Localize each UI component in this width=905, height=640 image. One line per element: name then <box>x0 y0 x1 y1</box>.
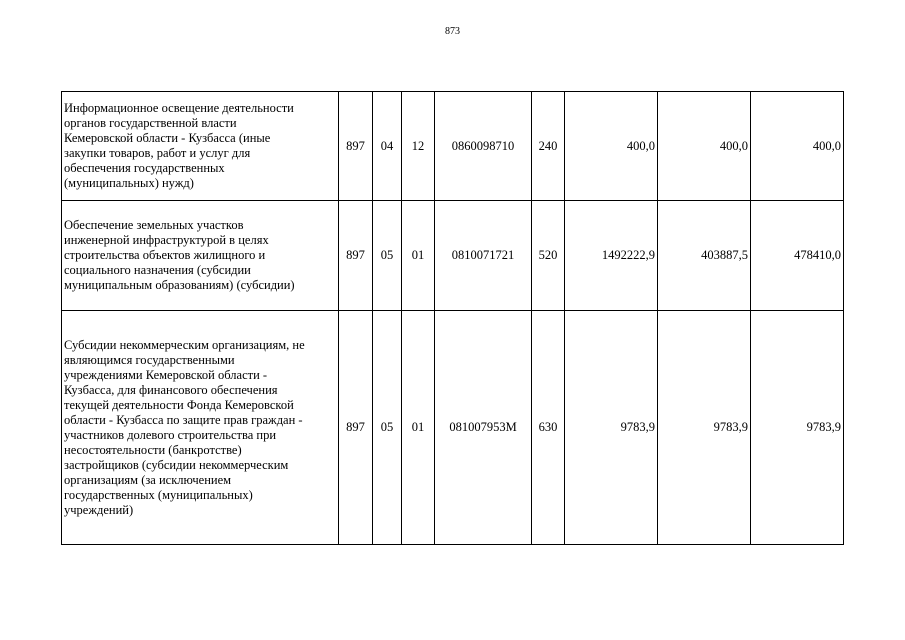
amount-year2: 400,0 <box>658 92 751 201</box>
subsection-code: 01 <box>402 201 435 311</box>
table-row <box>62 92 844 201</box>
section-code: 05 <box>373 201 402 311</box>
grbs-code: 897 <box>339 201 373 311</box>
expense-type-code: 240 <box>532 92 565 201</box>
description-line: обеспечения государственных <box>64 161 225 175</box>
description-line: закупки товаров, работ и услуг для <box>64 146 251 160</box>
row-description <box>62 92 339 201</box>
description-line: Информационное освещение деятельности <box>64 101 294 115</box>
description-line: застройщиков (субсидии некоммерческим <box>64 457 289 472</box>
page-number: 873 <box>445 26 460 37</box>
description-line: инженерной инфраструктурой в целях <box>64 233 269 247</box>
amount-year3: 478410,0 <box>751 201 844 311</box>
table-row <box>62 201 844 311</box>
amount-year2: 9783,9 <box>658 311 751 545</box>
description-line: муниципальным образованиям) (субсидии) <box>64 278 295 292</box>
expense-type-code: 520 <box>532 201 565 311</box>
budget-table <box>61 91 844 545</box>
row-description <box>62 311 339 545</box>
description-line: учреждений) <box>64 502 134 517</box>
target-article-code: 0860098710 <box>435 92 532 201</box>
description-line: (муниципальных) нужд) <box>64 176 194 190</box>
subsection-code: 01 <box>402 311 435 545</box>
amount-year3: 9783,9 <box>751 311 844 545</box>
description-line: учреждениями Кемеровской области - <box>64 367 268 382</box>
target-article-code: 081007953М <box>435 311 532 545</box>
expense-type-code: 630 <box>532 311 565 545</box>
amount-year1: 400,0 <box>565 92 658 201</box>
description-line: текущей деятельности Фонда Кемеровской <box>64 397 294 412</box>
description-line: Кузбасса, для финансового обеспечения <box>64 382 278 397</box>
amount-year3: 400,0 <box>751 92 844 201</box>
description-line: Субсидии некоммерческим организациям, не <box>64 337 305 352</box>
subsection-code: 12 <box>402 92 435 201</box>
description-line: социального назначения (субсидии <box>64 263 251 277</box>
grbs-code: 897 <box>339 92 373 201</box>
description-line: являющимся государственными <box>64 352 235 367</box>
table-row <box>62 311 844 545</box>
description-line: организациям (за исключением <box>64 472 232 487</box>
amount-year2: 403887,5 <box>658 201 751 311</box>
target-article-code: 0810071721 <box>435 201 532 311</box>
description-line: несостоятельности (банкротстве) <box>64 442 242 457</box>
description-line: государственных (муниципальных) <box>64 487 253 502</box>
description-line: области - Кузбасса по защите прав граждан - <box>64 412 303 427</box>
description-line: Кемеровской области - Кузбасса (иные <box>64 131 271 145</box>
amount-year1: 1492222,9 <box>565 201 658 311</box>
section-code: 04 <box>373 92 402 201</box>
section-code: 05 <box>373 311 402 545</box>
description-line: органов государственной власти <box>64 116 237 130</box>
amount-year1: 9783,9 <box>565 311 658 545</box>
description-line: строительства объектов жилищного и <box>64 248 266 262</box>
row-description <box>62 201 339 311</box>
description-line: Обеспечение земельных участков <box>64 218 244 232</box>
description-line: участников долевого строительства при <box>64 427 277 442</box>
grbs-code: 897 <box>339 311 373 545</box>
